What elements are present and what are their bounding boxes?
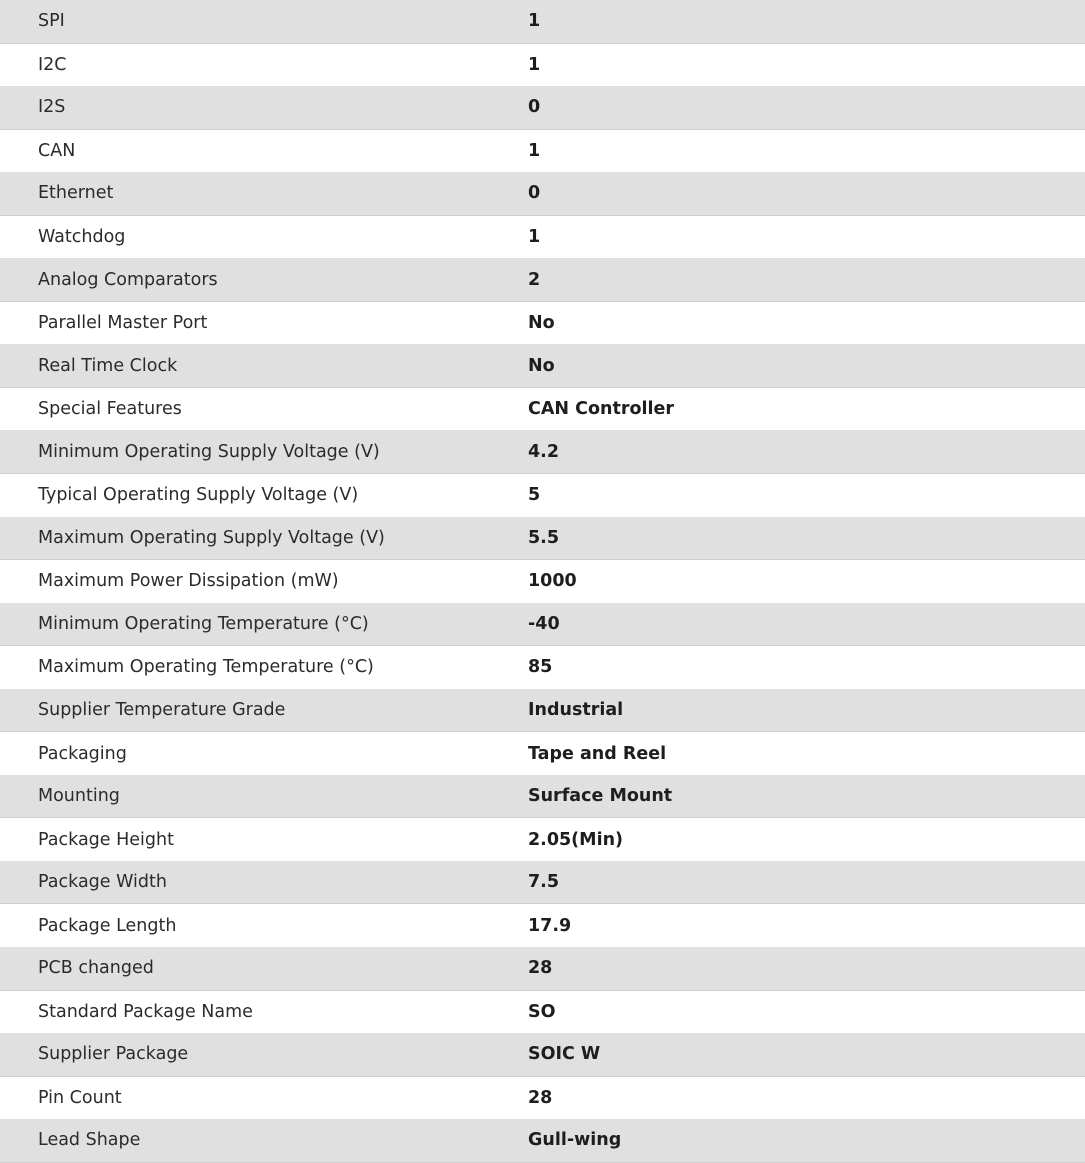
spec-value: SOIC W [528, 1033, 1085, 1076]
spec-name: Maximum Power Dissipation (mW) [0, 560, 528, 603]
spec-value: 2.05(Min) [528, 818, 1085, 861]
spec-value: 28 [528, 947, 1085, 990]
spec-value: 1 [528, 0, 1085, 43]
spec-value: 1 [528, 129, 1085, 172]
spec-name: Package Height [0, 818, 528, 861]
table-row [0, 86, 1085, 129]
table-row [0, 990, 1085, 1033]
spec-value: Gull-wing [528, 1119, 1085, 1162]
spec-name: Pin Count [0, 1076, 528, 1119]
table-row [0, 861, 1085, 904]
spec-value: 5 [528, 474, 1085, 517]
spec-name: Parallel Master Port [0, 301, 528, 344]
table-row [0, 344, 1085, 387]
table-row [0, 818, 1085, 861]
table-row [0, 0, 1085, 43]
spec-value: 17.9 [528, 904, 1085, 947]
spec-name: SPI [0, 0, 528, 43]
spec-value: 1 [528, 215, 1085, 258]
table-row [0, 517, 1085, 560]
spec-value: Tape and Reel [528, 732, 1085, 775]
table-row [0, 689, 1085, 732]
spec-name: Watchdog [0, 215, 528, 258]
spec-name: Typical Operating Supply Voltage (V) [0, 474, 528, 517]
table-row [0, 215, 1085, 258]
table-row [0, 129, 1085, 172]
spec-name: Package Length [0, 904, 528, 947]
spec-name: Maximum Operating Supply Voltage (V) [0, 517, 528, 560]
table-row [0, 387, 1085, 430]
spec-name: Packaging [0, 732, 528, 775]
spec-name: Ethernet [0, 172, 528, 215]
spec-name: Mounting [0, 775, 528, 818]
spec-name: Maximum Operating Temperature (°C) [0, 646, 528, 689]
spec-value: 5.5 [528, 517, 1085, 560]
spec-name: Minimum Operating Temperature (°C) [0, 603, 528, 646]
spec-value: CAN Controller [528, 387, 1085, 430]
spec-name: Minimum Operating Supply Voltage (V) [0, 430, 528, 473]
spec-value: 4.2 [528, 430, 1085, 473]
spec-name: Analog Comparators [0, 258, 528, 301]
table-row [0, 775, 1085, 818]
spec-name: Package Width [0, 861, 528, 904]
table-row [0, 1119, 1085, 1162]
table-row [0, 43, 1085, 86]
table-row [0, 732, 1085, 775]
spec-value: 28 [528, 1076, 1085, 1119]
table-row [0, 1033, 1085, 1076]
spec-name: Standard Package Name [0, 990, 528, 1033]
spec-name: Supplier Package [0, 1033, 528, 1076]
table-row [0, 646, 1085, 689]
spec-value: 2 [528, 258, 1085, 301]
spec-value: SO [528, 990, 1085, 1033]
spec-value: Industrial [528, 689, 1085, 732]
spec-value: 7.5 [528, 861, 1085, 904]
table-row [0, 1076, 1085, 1119]
spec-value: 1000 [528, 560, 1085, 603]
spec-name: CAN [0, 129, 528, 172]
spec-value: 85 [528, 646, 1085, 689]
spec-value: Surface Mount [528, 775, 1085, 818]
table-row [0, 947, 1085, 990]
spec-value: 1 [528, 43, 1085, 86]
spec-value: 0 [528, 86, 1085, 129]
table-row [0, 258, 1085, 301]
table-row [0, 172, 1085, 215]
spec-name: Real Time Clock [0, 344, 528, 387]
spec-value: 0 [528, 172, 1085, 215]
table-row [0, 904, 1085, 947]
spec-name: Lead Shape [0, 1119, 528, 1162]
spec-value: No [528, 344, 1085, 387]
table-row [0, 560, 1085, 603]
spec-name: I2C [0, 43, 528, 86]
spec-name: PCB changed [0, 947, 528, 990]
spec-value: -40 [528, 603, 1085, 646]
table-row [0, 301, 1085, 344]
table-row [0, 474, 1085, 517]
spec-value: No [528, 301, 1085, 344]
table-row [0, 430, 1085, 473]
table-row [0, 603, 1085, 646]
spec-name: Supplier Temperature Grade [0, 689, 528, 732]
spec-name: I2S [0, 86, 528, 129]
spec-name: Special Features [0, 387, 528, 430]
